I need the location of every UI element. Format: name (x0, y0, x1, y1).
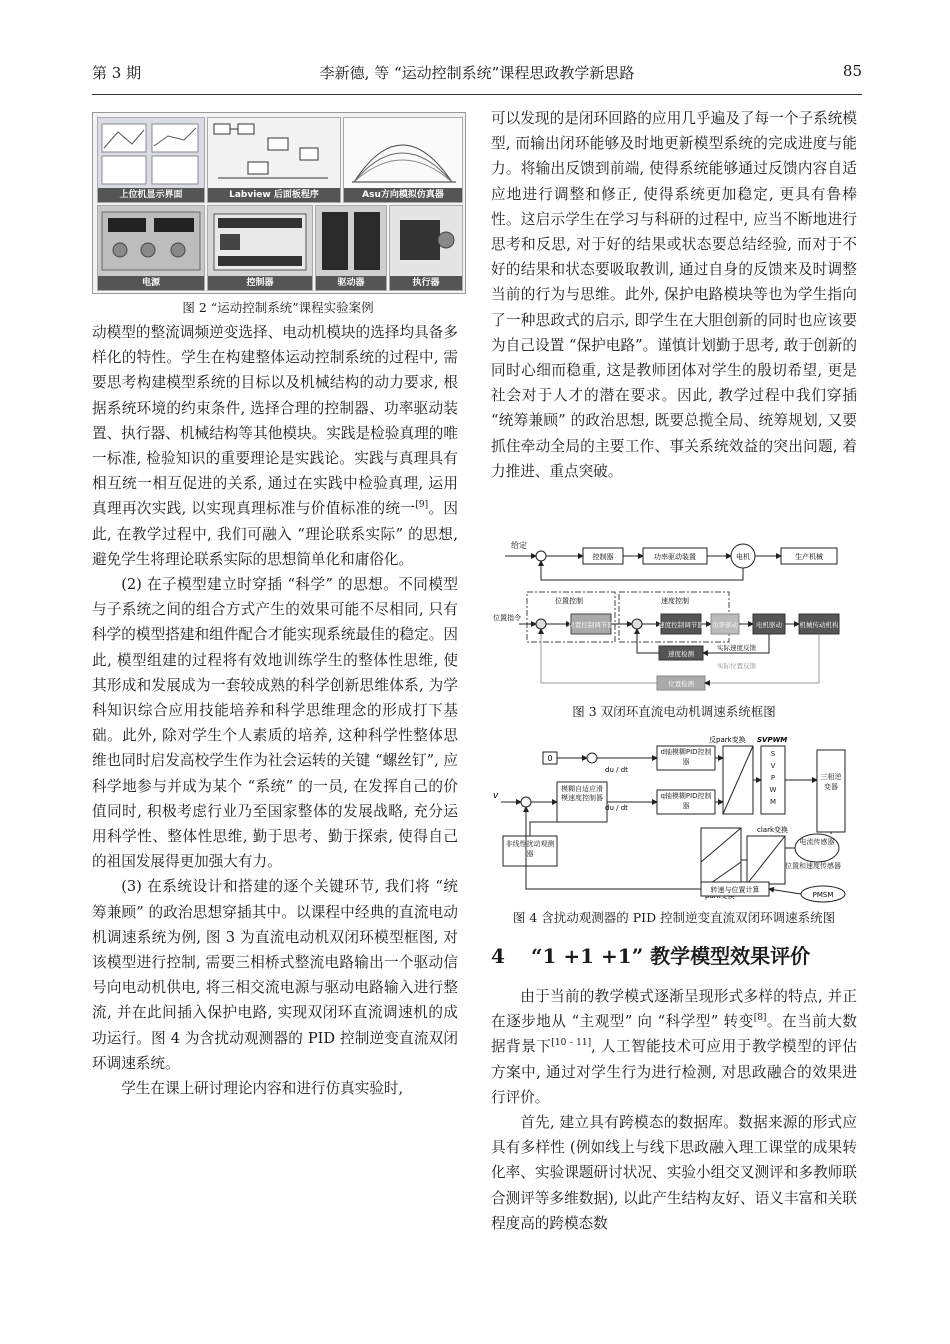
fig4-inverter: 三相逆变器 (820, 773, 842, 791)
fig2-label-host: 上位机显示界面 (98, 188, 204, 202)
fig3-actual-speed: 实际速度反馈 (717, 644, 756, 652)
section-number: 4 (491, 944, 505, 968)
lv-block-3 (268, 138, 288, 150)
fig2-label-driver: 驱动器 (316, 276, 386, 290)
fig3-sum-top (536, 551, 546, 561)
fig4-l12 (769, 889, 801, 894)
fig3-sum-speed (632, 619, 642, 629)
right-column-bottom (491, 984, 857, 1236)
fig4-pss-fo (783, 862, 843, 884)
fig3-mech: 机械传动机构 (799, 621, 839, 629)
psu-display-1 (108, 218, 146, 232)
panel-controller (207, 205, 313, 291)
fig3-actual-pos: 实际位置反馈 (717, 662, 756, 670)
power-graphic (98, 206, 204, 276)
fig3-production: 生产机械 (795, 553, 823, 561)
fig4-vref: v (493, 791, 499, 801)
fig4-observer-fo (505, 839, 555, 865)
right-paragraph-1: 可以发现的是闭环回路的应用几乎遍及了每一个子系统模型, 而输出闭环能够及时地更新模型系统的完成进度与能力。将输出反馈到前端, 使得系统能够通过反馈内容自适应地进行调整和修正, 使得系统更加稳定, 更具有鲁棒性。这启示学生在学习与科研的过程中, 应当不断地进行思考和反思, 对于好的结果或状态要总结经验, 而对于不好的结果和状态要吸取教训, 通过自身的反馈来及时调整当前的行为与思维。此外, 保护电路模块等也为学生指向了一种思政式的启示, 即学生在大胆创新的同时也应该要为自己设置 “保护电路”。谨慎计划勤于思考, 敢于创新的同时心细而稳重, 这是教师团体对学生的殷切希望, 更是社会对于人才的潜在要求。因此, 教学过程中我们穿插 “统筹兼顾” 的政治思想, 既要总揽全局、统筹规划, 又要抓住牵动全局的主要工作、事关系统效益的突出问题, 着力推进、重点突破。 (491, 110, 857, 480)
fig4-inv-park: 反park变换 (709, 736, 746, 744)
figure-4 (491, 732, 861, 904)
panel-driver (315, 205, 387, 291)
lv-block-4 (300, 148, 318, 160)
fig4-observer: 非线性扰动观测器 (505, 840, 555, 858)
actuator-graphic (390, 206, 462, 276)
fig4-svpwm: SVPWM (757, 736, 788, 744)
fig4-caption: 图 4 含扰动观测器的 PID 控制逆变直流双闭环调速系统图 (512, 910, 836, 925)
fig2-label-controller: 控制器 (208, 276, 312, 290)
fig4-zero: 0 (547, 754, 553, 763)
fig3-pos-det: 位置检测 (668, 680, 694, 688)
right-paragraph-2 (491, 984, 857, 1110)
right-p2c: , 人工智能技术可应用于教学模型的评估方案中, 通过对学生行为进行检测, 对思政融合的效果进行评价。 (491, 1038, 857, 1106)
fig3-feedback-top (541, 561, 743, 580)
left-paragraph-4: 学生在课上研讨理论内容和进行仿真实验时, (121, 1080, 404, 1098)
left-p1-tail: 。因此, 在教学过程中, 我们可融入 “理论联系实际” 的思想, 避免学生将理论联系实际的思想简单化和庸俗化。 (92, 500, 458, 568)
left-paragraph-1 (92, 320, 458, 572)
lv-block-1 (214, 124, 230, 134)
sim-arc-2 (354, 153, 452, 182)
panel-host-ui (97, 117, 205, 203)
left-column (92, 320, 458, 1101)
fig4-dpid-fo (659, 747, 713, 769)
ui-plot-1 (102, 124, 146, 152)
controller-graphic (208, 206, 312, 276)
panel-actuator (389, 205, 463, 291)
fig4-sum-d (587, 753, 597, 763)
fig4-sum-speed (521, 797, 531, 807)
fig4-dudt-2: du / dt (605, 804, 628, 812)
simulator-graphic (344, 118, 462, 188)
psu-knob-2 (141, 243, 155, 257)
panel-power (97, 205, 205, 291)
fig3-pos-cmd: 位置指令 (493, 614, 521, 622)
section-heading (491, 940, 810, 969)
fig3-line-n (637, 629, 659, 653)
fig3-line-p (541, 629, 657, 683)
left-paragraph-2: (2) 在子模型建立时穿插 “科学” 的思想。不同模型与子系统之间的组合方式产生的效果可能不尽相同, 只有科学的模型搭建和组件配合才能实现系统最佳的稳定。因此, 模型组建的过程将有效地训练学生的整体性思维, 使其形成和发展成为一套较成熟的科学创新思维体系, 为学科知识综合应用技能培养和科学思维理念的形成打下基础。此外, 除对学生个人素质的培养, 这种科学性整体思维也同时启发高校学生作为社会运转的关键 “螺丝钉”, 应科学地参与并成为某个 “系统” 的一员, 在发挥自己的价值同时, 积极考虑行业乃至国家整体的发展战略, 充分运用科学性、整体性思维, 勤于思考、勤于探索, 使得自己的祖国发展得更加强大有力。 (92, 576, 458, 871)
motor-shaft (438, 232, 454, 248)
panel-simulator (343, 117, 463, 203)
plc-terminal-top (218, 218, 302, 228)
lv-block-5 (248, 162, 268, 174)
fig3-speed-ctrl: 速度控制 (661, 597, 689, 605)
page-header (92, 62, 862, 84)
psu-knob-3 (171, 243, 185, 257)
fig4-qpid-fo (659, 791, 713, 813)
fig4-adaptive-fo (558, 785, 606, 821)
fig3-power-drv: 功率驱动 (712, 621, 738, 629)
right-column-top (491, 106, 857, 484)
fig4-q-pid: q轴模糊PID控制器 (660, 792, 712, 810)
host-ui-graphic (98, 118, 204, 188)
fig3-power-drive: 功率驱动装置 (654, 553, 696, 561)
fig4-sensor: 电流传感器 (799, 838, 835, 846)
citation-9: [9] (415, 500, 429, 511)
fig4-pmsm: PMSM (812, 891, 834, 899)
fig4-inverter-fo (819, 772, 843, 812)
figure-2 (92, 112, 466, 294)
ui-plot-4 (152, 156, 198, 184)
fig3-sum-pos (536, 619, 546, 629)
fig4-svpwm-fo (763, 748, 783, 812)
fig2-label-power: 电源 (98, 276, 204, 290)
left-p1-text: 动模型的整流调频逆变选择、电动机模块的选择均具备多样化的特性。学生在构建整体运动控制系统的过程中, 需要思考构建模型系统的目标以及机械结构的动力要求, 根据系统环境的约束条件, 选择合理的控制器、功率驱动装置、执行器、机械结构等其他模块。实践是检验真理的唯一标准, 检验知识的重要理论是实践论。实践与真理具有相互统一相互促进的关系, 通过在实践中检验真理, 运用真理再次实践, 以实现真理标准与价值标准的统一 (92, 324, 458, 518)
fig4-adaptive: 模糊自适应滑模速度控制器 (561, 785, 603, 802)
psu-display-2 (154, 218, 194, 232)
fig3-pos-ctrl: 位置控制 (555, 597, 583, 605)
lv-block-2 (238, 124, 254, 134)
driver-unit-2 (354, 212, 380, 270)
fig3-given: 给定 (511, 541, 527, 550)
ui-plot-3 (102, 156, 146, 184)
section-title: “1 +1 +1” 教学模型效果评价 (531, 944, 811, 968)
fig3-motor-drv: 电机驱动 (756, 621, 782, 629)
issue-number: 第 3 期 (92, 64, 142, 82)
psu-knob-1 (113, 243, 127, 257)
header-rule (92, 94, 862, 95)
driver-graphic (316, 206, 386, 276)
citation-10-11: [10 - 11] (551, 1038, 592, 1049)
fig4-sensor-fo (797, 838, 837, 860)
plc-port (220, 234, 240, 250)
plc-terminal-bottom (218, 256, 302, 266)
running-title: 李新德, 等 “运动控制系统”课程思政教学新思路 (319, 64, 635, 82)
fig3-caption: 图 3 双闭环直流电动机调速系统框图 (572, 704, 776, 719)
fig4-speed-calc: 转速与位置计算 (710, 886, 760, 894)
labview-graphic (208, 118, 340, 188)
fig4-dudt-1: du / dt (605, 766, 628, 774)
left-paragraph-3: (3) 在系统设计和搭建的逐个关键环节, 我们将 “统筹兼顾” 的政治思想穿插其中。以课程中经典的直流电动机调速系统为例, 图 3 为直流电动机双闭环模型框图, 对该模型进行控制, 需要三相桥式整流电路输出一个驱动信号向电动机供电, 将三相交流电源与驱动电路输入进行整流, 并在此间插入保护电路, 实现双闭环直流调速机的成功运行。图 4 为含扰动观测器的 PID 控制逆变直流双闭环调速系统。 (92, 878, 458, 1072)
fig3-speed-reg: 速度控制调节器 (658, 621, 704, 629)
panel-labview (207, 117, 341, 203)
fig3-speed-det: 速度检测 (668, 650, 694, 658)
fig2-label-actuator: 执行器 (390, 276, 462, 290)
right-p2a: 由于当前的教学模式逐渐呈现形式多样的特点, 并正在逐步地从 “主观型” 向 “科学型” 转变 (491, 988, 857, 1031)
sim-arc-1 (354, 145, 452, 182)
right-p2b: 。在当前大数据背景下 (491, 1013, 857, 1056)
fig4-pos-speed-sensor: 位置和速度传感器 (785, 862, 841, 870)
fig4-l11 (530, 822, 557, 836)
driver-unit-1 (322, 212, 348, 270)
figure-3 (491, 536, 861, 696)
fig3-motor: 电机 (736, 553, 750, 561)
fig4-d-pid: d轴模糊PID控制器 (660, 748, 712, 766)
fig3-pos-reg: 位置控制调节器 (568, 621, 614, 629)
fig4-clark: clark变换 (757, 826, 789, 834)
fig2-label-labview: Labview 后面板程序 (208, 188, 340, 202)
fig2-caption: 图 2 “运动控制系统”课程实验案例 (182, 300, 374, 315)
motor-body (400, 220, 440, 260)
fig4-park-box (701, 828, 741, 890)
fig3-line-o (705, 634, 819, 683)
fig3-controller: 控制器 (592, 553, 614, 561)
right-paragraph-3: 首先, 建立具有跨模态的数据库。数据来源的形式应具有多样性 (例如线上与线下思政融入理工课堂的成果转化率、实验课题研讨状况、实验小组交叉测评和多教师联合测评等多维数据), 以此产生结构友好、语义丰富和关联程度高的跨模态数 (491, 1114, 857, 1232)
page-number: 85 (842, 62, 862, 80)
fig4-svpwm-letters: S V P W M (769, 750, 777, 806)
citation-8: [8] (753, 1013, 767, 1024)
fig2-label-simulator: Asu方向模拟仿真器 (344, 188, 462, 202)
